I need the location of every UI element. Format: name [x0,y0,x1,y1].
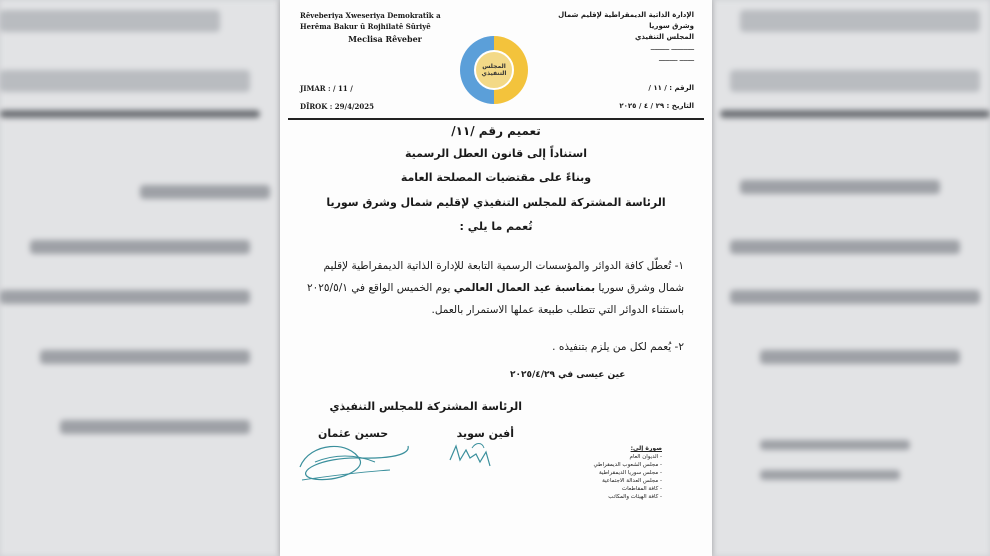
signatory-1: أفين سويد [456,427,514,440]
seal-center: المجلس التنفيذي [474,50,514,90]
header-left [300,10,470,45]
header-divider [288,118,704,120]
org-kurdish: Meclisa Rêveber [348,34,422,44]
date-field: التاريخ : ٢٩ / ٤ / ٢٠٢٥ [619,102,694,110]
cc-item: - مجلس العدالة الاجتماعية [602,478,662,484]
item-2: ٢- يُعمم لكل من يلزم بتنفيذه . [552,341,684,353]
cc-list [532,445,662,501]
handwritten-signatures [290,432,520,492]
legal-basis-1: استناداً إلى قانون العطل الرسمية [405,147,587,160]
announces-line: تُعمم ما يلي : [459,220,533,233]
dirok-field: DÎROK : 29/4/2025 [300,102,375,111]
cc-item: - مجلس الشعوب الديمقراطي [593,462,662,468]
institution-arabic: الإدارة الذاتية الديمقراطية لإقليم شمال وشرق سوريا [558,11,694,30]
institution-kurdish: Rêveberiya Xweseriya Demokratîk a Herêma Bakur û Rojhilatê Sûriyê [300,11,441,31]
official-document [280,0,712,556]
jimar-field: JIMAR : / 11 / [300,84,353,93]
header-right [544,10,694,65]
place-date: عين عيسى في ٢٠٢٥/٤/٢٩ [510,370,626,380]
circular-title: تعميم رقم /١١/ [451,124,541,138]
cc-item: - الديوان العام [629,454,662,460]
item-1-highlight: بمناسبة عيد العمال العالمي [453,282,596,294]
council-seal-logo [460,36,528,104]
header-line-1: ـــــــــــ ـــــــــ [650,44,694,52]
cc-item: - كافة المقاطعات [621,486,662,492]
header-line-2: ـــــــ ـــــــــ [658,55,694,63]
cc-title: صورة إلى: [630,445,662,452]
item-1: ١- تُعطّل كافة الدوائر والمؤسسات الرسمية التابعة للإدارة الذاتية الديمقراطية لإقليم شمال وشرق سوريا بمناسبة عيد العمال العالمي يوم الخميس الواقع في ٢٠٢٥/٥/١ باستثناء الدوائر التي تتطلب طبيعة عملها الاستمرار بالعمل. [306,260,684,316]
issuer-line: الرئاسة المشتركة للمجلس التنفيذي لإقليم شمال وشرق سوريا [326,196,666,209]
legal-basis-2: وبناءً على مقتضيات المصلحة العامة [400,171,592,184]
cc-item: - كافة الهيئات والمكاتب [608,494,662,500]
cc-item: - مجلس سوريا الديمقراطية [598,470,662,476]
signature-title: الرئاسة المشتركة للمجلس التنفيذي [329,400,522,413]
signatory-2: حسين عثمان [318,427,389,440]
number-field: الرقم : / ١١ / [648,84,694,92]
org-arabic: المجلس التنفيذي [634,33,694,41]
